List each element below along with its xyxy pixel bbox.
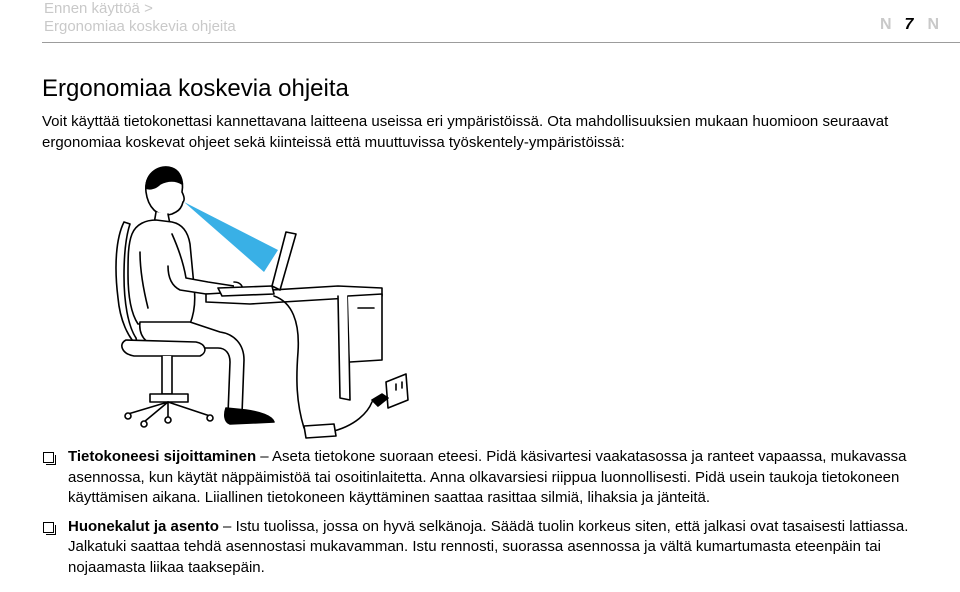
guideline-list [42,447,932,586]
laptop [218,286,274,296]
guideline-separator: – [218,517,236,535]
guideline-text: Istu tuolissa, jossa on hyvä selkänoja. Säädä tuolin korkeus siten, että jalkasi ovat tasaisesti lattiassa. Jalkatuki saattaa tehdä asennostasi mukavamman. Istu rennosti, suorassa asennossa ja vältä kumartumasta eteenpäin tai nojaamasta liikaa taaksepäin. [68,517,909,576]
checkbox-bullet-icon [43,522,54,533]
guideline-term: Tietokoneesi sijoittaminen [68,448,257,465]
list-item [42,517,932,579]
wall-outlet [386,374,408,408]
person-shoe [225,408,274,424]
breadcrumb-current: Ergonomiaa koskevia ohjeita [44,18,236,35]
page-navigation [880,16,938,34]
line-of-sight-beam [184,202,278,272]
guideline-term: Huonekalut ja asento [68,517,219,535]
header-divider [42,42,960,43]
page-title: Ergonomiaa koskevia ohjeita [42,75,349,102]
guideline-text: Aseta tietokone suoraan eteesi. Pidä käsivartesi vaakatasossa ja ranteet vapaassa, mukavassa asennossa, kun käytät näppäimistöä tai osoitinlaitetta. Anna olkavarsiesi riippua luonnollisesti. Pidä usein taukoja tietokoneen käyttämisen aikana. Liiallinen tietokoneen käyttäminen saattaa rasittaa silmiä, lihaksia ja jänteitä. [68,448,907,506]
prev-page-button[interactable]: N [879,16,891,33]
next-page-button[interactable]: N [927,16,938,33]
page-header [0,0,960,46]
checkbox-bullet-icon [43,452,54,463]
list-item [42,447,932,509]
guideline-separator: – [256,448,272,465]
intro-paragraph: Voit käyttää tietokonettasi kannettavana laitteena useissa eri ympäristöissä. Ota mahdollisuuksien mukaan huomioon seuraavat ergonomiaa koskevat ohjeet sekä kiinteissä että muuttuvissa työskentely-ympäristöissä: [42,113,889,151]
ergonomic-posture-illustration [110,162,430,454]
breadcrumb-parent[interactable]: Ennen käyttöä > [44,0,153,17]
page-number: 7 [904,16,914,33]
